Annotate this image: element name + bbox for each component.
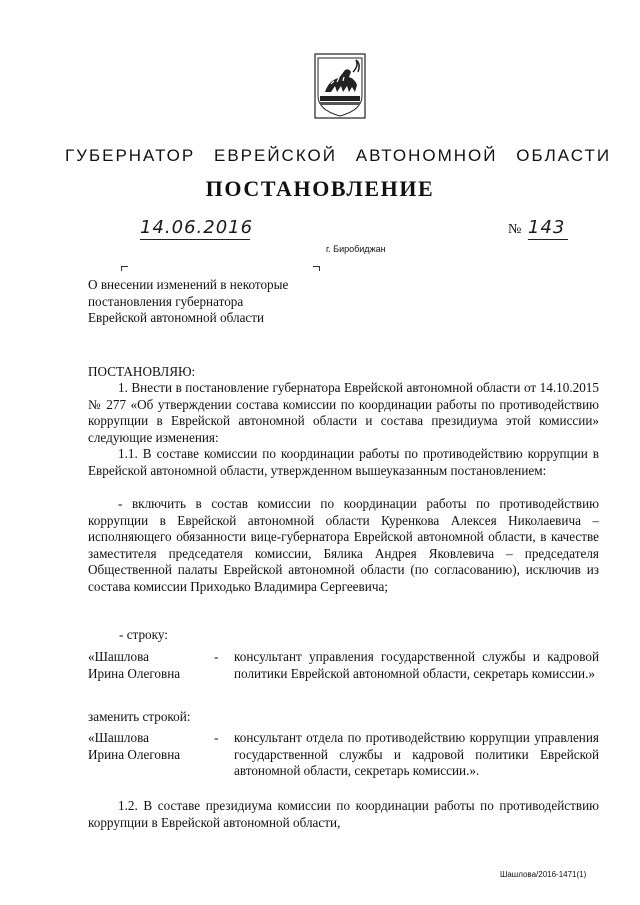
number-prefix: №	[508, 222, 522, 237]
document-subject	[88, 277, 288, 327]
issuer-word: ЕВРЕЙСКОЙ	[213, 146, 337, 165]
coat-of-arms-tiger-icon	[301, 52, 379, 122]
document-number: 143	[528, 217, 568, 240]
issuer-word: АВТОНОМНОЙ	[355, 146, 498, 165]
issuer-word: ОБЛАСТИ	[516, 146, 612, 165]
document-code: Шашлова/2016-1471(1)	[500, 870, 587, 879]
entry-old-name: «Шашлова Ирина Олеговна	[88, 649, 181, 681]
entry-new-name: «Шашлова Ирина Олеговна	[88, 730, 181, 762]
line-label: - строку:	[119, 627, 168, 642]
issuer-word: ГУБЕРНАТОР	[64, 146, 196, 165]
entry-new-dash: -	[214, 730, 219, 745]
paragraph-1-1: 1.1. В составе комиссии по координации работы по противодействию коррупции в Еврейской автономной области, утвержденном вышеуказанным постановлением:	[88, 446, 599, 478]
document-title: ПОСТАНОВЛЕНИЕ	[205, 176, 435, 201]
entry-new-role: консультант отдела по противодействию коррупции управления государственной службы и кадровой политики Еврейской автономной области, секретарь комиссии.».	[234, 730, 599, 779]
entry-old-dash: -	[214, 649, 219, 664]
paragraph-1-2: 1.2. В составе президиума комиссии по координации работы по противодействию коррупции в Еврейской автономной области,	[88, 798, 599, 830]
subject-line: О внесении изменений в некоторые	[88, 277, 289, 292]
subject-corner-mark	[313, 266, 320, 271]
paragraph-include: - включить в состав комиссии по координации работы по противодействию коррупции в Еврейской автономной области Куренкова Алексея Николаевича – исполняющего обязанности вице-губернатора Еврейской автономной области, в качестве заместителя председателя комиссии, Бялика Андрея Яковлевича – председателя Общественной палаты Еврейской автономной области (по согласованию), исключив из состава комиссии Приходько Владимира Сергеевича;	[88, 496, 599, 594]
subject-line: Еврейской автономной области	[88, 310, 265, 325]
entry-old-role: консультант управления государственной службы и кадровой политики Еврейской автономной области, секретарь комиссии.»	[234, 649, 599, 681]
document-city: г. Биробиджан	[326, 244, 386, 254]
document-date: 14.06.2016	[140, 217, 254, 238]
decree-word: ПОСТАНОВЛЯЮ:	[88, 364, 196, 379]
subject-corner-mark	[121, 266, 128, 271]
replace-label: заменить строкой:	[88, 709, 191, 724]
paragraph-1: 1. Внести в постановление губернатора Еврейской автономной области от 14.10.2015 № 277 «Об утверждении состава комиссии по координации работы по противодействию коррупции в Еврейской автономной области и состава президиума этой комиссии» следующие изменения:	[88, 380, 599, 445]
issuer-heading	[0, 146, 640, 166]
subject-line: постановления губернатора	[88, 293, 244, 309]
